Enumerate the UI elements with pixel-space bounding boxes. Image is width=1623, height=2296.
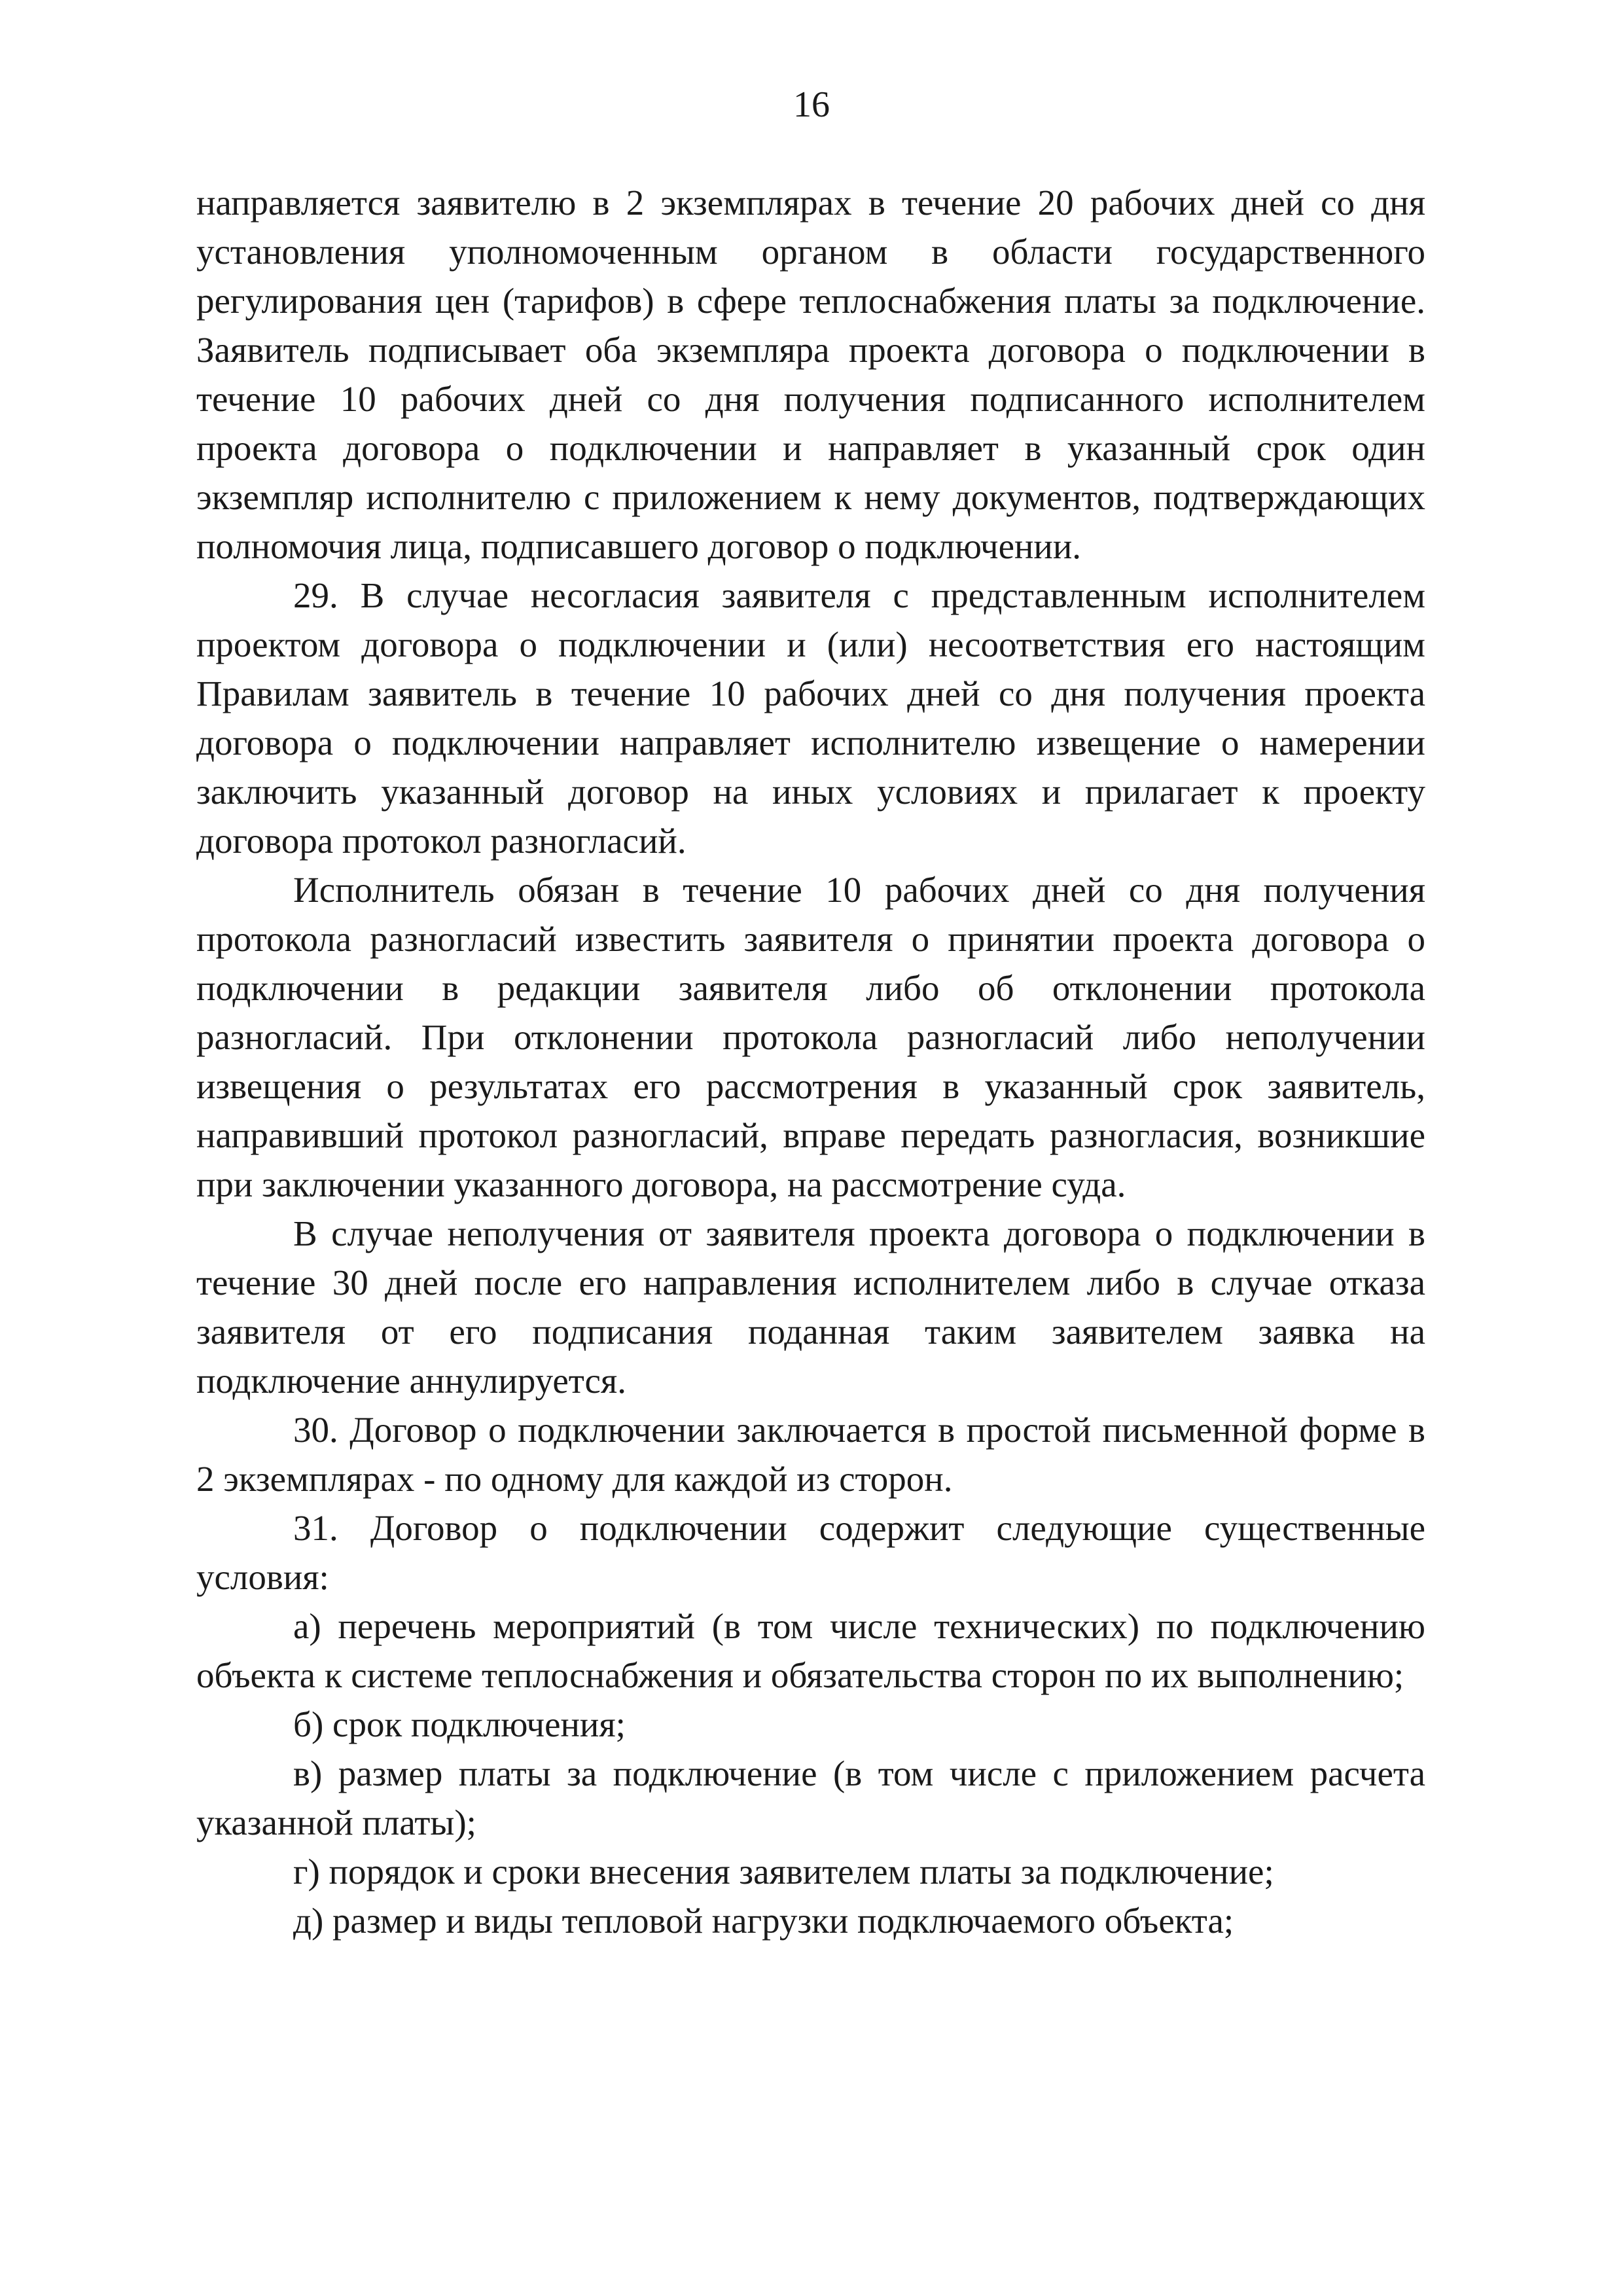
document-body bbox=[196, 178, 1425, 1945]
paragraph-clause-29-annul: В случае неполучения от заявителя проекта договора о подключении в течение 30 дней после его направления исполнителем либо в случае отказа заявителя от его подписания поданная таким заявителем заявка на подключение аннулируется. bbox=[196, 1213, 1425, 1401]
paragraph-continuation: направляется заявителю в 2 экземплярах в течение 20 рабочих дней со дня установления уполномоченным органом в области государственного регулирования цен (тарифов) в сфере теплоснабжения платы за подключение. Заявитель подписывает оба экземпляра проекта договора о подключении в течение 10 рабочих дней со дня получения подписанного исполнителем проекта договора о подключении и направляет в указанный срок один экземпляр исполнителю с приложением к нему документов, подтверждающих полномочия лица, подписавшего договор о подключении. bbox=[196, 183, 1425, 566]
paragraph-clause-29-executor: Исполнитель обязан в течение 10 рабочих дней со дня получения протокола разногласий известить заявителя о принятии проекта договора о подключении в редакции заявителя либо об отклонении протокола разногласий. При отклонении протокола разногласий либо неполучении извещения о результатах его рассмотрения в указанный срок заявитель, направивший протокол разногласий, вправе передать разногласия, возникшие при заключении указанного договора, на рассмотрение суда. bbox=[196, 870, 1425, 1204]
page-number: 16 bbox=[793, 84, 830, 125]
list-item-d: д) размер и виды тепловой нагрузки подключаемого объекта; bbox=[293, 1901, 1234, 1941]
paragraph-clause-30: 30. Договор о подключении заключается в простой письменной форме в 2 экземплярах - по одному для каждой из сторон. bbox=[196, 1410, 1425, 1499]
list-item-a: а) перечень мероприятий (в том числе технических) по подключению объекта к системе теплоснабжения и обязательства сторон по их выполнению; bbox=[196, 1606, 1425, 1695]
paragraph-clause-29: 29. В случае несогласия заявителя с представленным исполнителем проектом договора о подключении и (или) несоответствия его настоящим Правилам заявитель в течение 10 рабочих дней со дня получения проекта договора о подключении направляет исполнителю извещение о намерении заключить указанный договор на иных условиях и прилагает к проекту договора протокол разногласий. bbox=[196, 575, 1425, 861]
list-item-g: г) порядок и сроки внесения заявителем платы за подключение; bbox=[293, 1852, 1274, 1892]
paragraph-clause-31: 31. Договор о подключении содержит следующие существенные условия: bbox=[196, 1508, 1425, 1597]
list-item-v: в) размер платы за подключение (в том числе с приложением расчета указанной платы); bbox=[196, 1753, 1425, 1842]
list-item-b: б) срок подключения; bbox=[293, 1704, 626, 1744]
